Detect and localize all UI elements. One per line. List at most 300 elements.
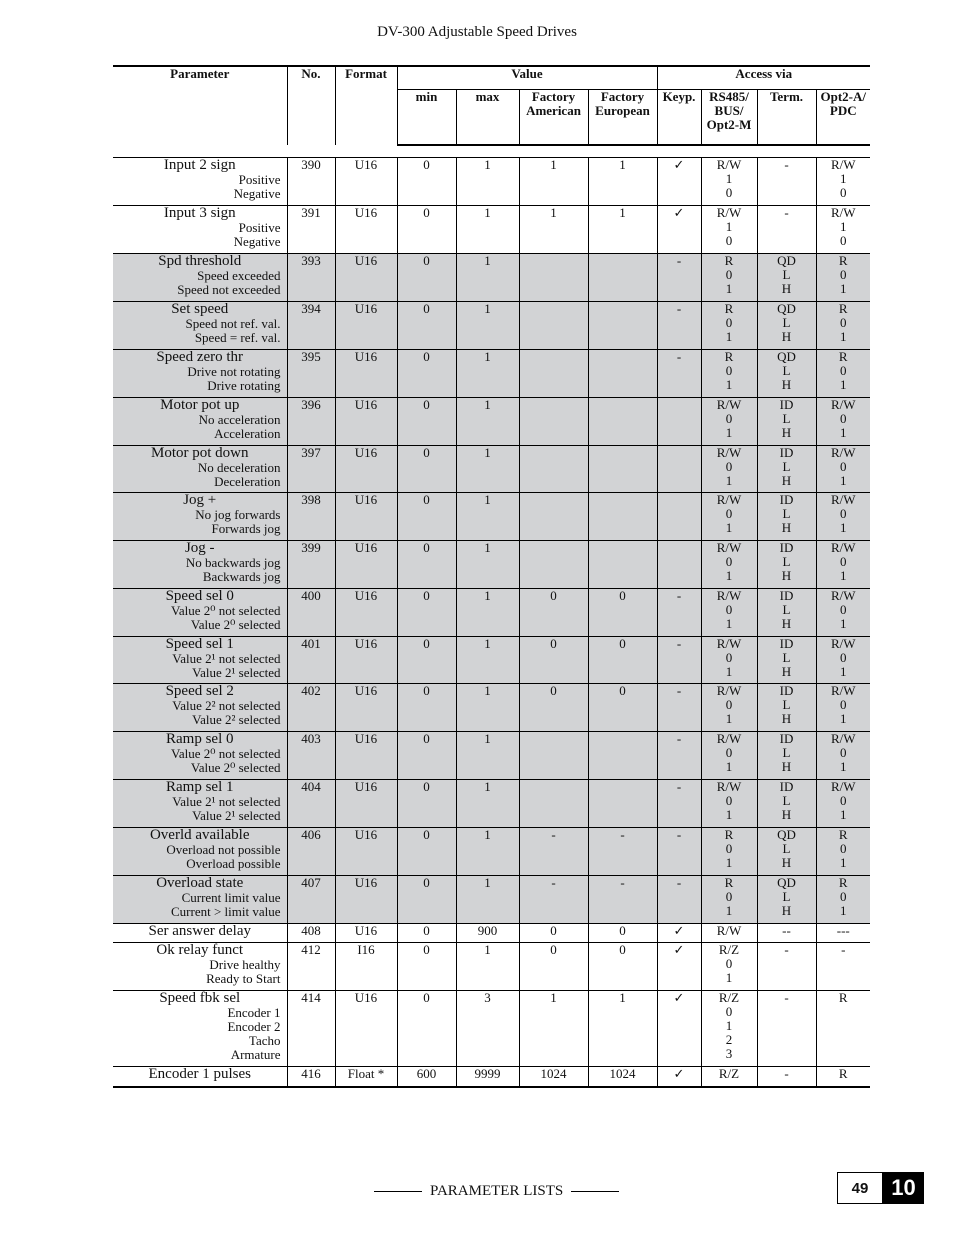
factory-american-cell: 0	[519, 684, 588, 732]
terminal-access-cell	[757, 991, 816, 1067]
access-code: L	[782, 267, 791, 282]
rs485-access-cell	[701, 350, 757, 398]
factory-european-cell: 1	[588, 206, 657, 254]
access-code: QD	[777, 253, 796, 268]
rs485-access-cell	[701, 446, 757, 493]
access-code: 0	[840, 793, 847, 808]
min-cell: 0	[397, 206, 456, 254]
factory-european-cell: 0	[588, 924, 657, 943]
access-code: 0	[725, 889, 733, 904]
access-code: R/W	[830, 492, 856, 507]
factory-american-cell	[519, 780, 588, 828]
parameter-value-option: Value 2¹ selected	[192, 808, 281, 823]
table-row	[113, 158, 870, 206]
access-code: 0	[840, 233, 847, 248]
access-code: H	[781, 425, 792, 440]
factory-american-cell: 1	[519, 206, 588, 254]
access-code: R/W	[716, 205, 742, 220]
parameter-value-option: Acceleration	[214, 426, 281, 441]
keypad-access-cell: -	[657, 876, 701, 924]
factory-european-cell	[588, 398, 657, 446]
access-code: 1	[840, 473, 847, 488]
terminal-access-cell	[757, 350, 816, 398]
access-code: ID	[779, 588, 794, 603]
parameter-cell	[113, 828, 287, 876]
rs485-access-cell	[701, 254, 757, 302]
parameter-name: Speed sel 1	[165, 636, 234, 652]
table-row	[113, 350, 870, 398]
factory-european-cell	[588, 732, 657, 780]
access-code: 0	[840, 315, 847, 330]
access-code: ID	[779, 731, 794, 746]
access-code: R	[724, 875, 734, 890]
rs485-access-cell	[701, 1067, 757, 1087]
access-code: 1	[840, 219, 847, 234]
number-cell: 396	[287, 398, 335, 446]
format-cell: U16	[335, 302, 397, 350]
opt2a-access-cell	[816, 637, 870, 684]
factory-european-cell	[588, 302, 657, 350]
access-code: R	[838, 349, 848, 364]
opt2a-access-cell	[816, 876, 870, 924]
max-cell: 1	[456, 158, 519, 206]
access-code: R/W	[716, 540, 742, 555]
format-cell: U16	[335, 732, 397, 780]
factory-american-cell	[519, 302, 588, 350]
footer-rule-right	[571, 1191, 619, 1192]
number-cell: 393	[287, 254, 335, 302]
access-code: 0	[725, 602, 733, 617]
parameter-name: Spd threshold	[158, 253, 242, 269]
parameter-value-option: Value 2⁰ selected	[190, 760, 281, 775]
access-code: H	[781, 520, 792, 535]
terminal-access-cell	[757, 637, 816, 684]
table-row	[113, 924, 870, 943]
access-code: 0	[725, 1004, 733, 1019]
min-cell: 0	[397, 780, 456, 828]
max-cell: 1	[456, 943, 519, 991]
access-code: 0	[725, 793, 733, 808]
access-code: 1	[840, 425, 847, 440]
access-code: 0	[840, 697, 847, 712]
max-cell: 3	[456, 991, 519, 1067]
parameter-value-option: No deceleration	[197, 460, 281, 475]
parameter-value-option: Value 2¹ not selected	[172, 794, 281, 809]
opt2a-access-cell	[816, 541, 870, 589]
header-rs485: RS485/ BUS/ Opt2-M	[701, 90, 757, 146]
access-code: ID	[779, 492, 794, 507]
factory-european-cell: 0	[588, 943, 657, 991]
max-cell: 9999	[456, 1067, 519, 1087]
parameter-cell	[113, 302, 287, 350]
rs485-access-cell	[701, 684, 757, 732]
table-row	[113, 206, 870, 254]
terminal-access-cell	[757, 302, 816, 350]
parameter-value-option: Current limit value	[181, 890, 281, 905]
access-code: 0	[840, 650, 847, 665]
access-code: R/W	[716, 445, 742, 460]
access-code: R/W	[830, 588, 856, 603]
access-code: 0	[840, 363, 847, 378]
parameter-value-option: No jog forwards	[195, 507, 281, 522]
factory-european-cell	[588, 780, 657, 828]
access-code: --	[782, 923, 791, 938]
access-code: L	[782, 793, 791, 808]
access-code: 1	[725, 855, 733, 870]
number-cell: 416	[287, 1067, 335, 1087]
access-code: L	[782, 459, 791, 474]
terminal-access-cell	[757, 780, 816, 828]
access-code: 0	[840, 411, 847, 426]
parameter-cell	[113, 446, 287, 493]
terminal-access-cell	[757, 828, 816, 876]
access-code: L	[782, 602, 791, 617]
table-row	[113, 828, 870, 876]
max-cell: 1	[456, 589, 519, 637]
access-code: R	[724, 301, 734, 316]
parameter-cell	[113, 876, 287, 924]
keypad-access-cell: ✓	[657, 943, 701, 991]
keypad-access-cell: ✓	[657, 206, 701, 254]
parameter-cell	[113, 943, 287, 991]
factory-american-cell: 1	[519, 158, 588, 206]
access-code: 0	[840, 889, 847, 904]
max-cell: 1	[456, 876, 519, 924]
parameter-value-option: Tacho	[248, 1033, 281, 1048]
parameter-value-option: Value 2² selected	[192, 712, 281, 727]
format-cell: U16	[335, 637, 397, 684]
access-code: 1	[840, 616, 847, 631]
access-code: 0	[725, 841, 733, 856]
parameter-value-option: Backwards jog	[202, 569, 281, 584]
access-code: 1	[840, 281, 847, 296]
header-factory-european: Factory European	[588, 90, 657, 146]
access-code: 0	[840, 506, 847, 521]
parameter-value-option: Negative	[233, 186, 281, 201]
min-cell: 0	[397, 398, 456, 446]
access-code: 0	[840, 185, 847, 200]
access-code: 0	[725, 411, 733, 426]
format-cell: I16	[335, 943, 397, 991]
opt2a-access-cell	[816, 924, 870, 943]
access-code: L	[782, 889, 791, 904]
opt2a-access-cell	[816, 254, 870, 302]
factory-american-cell	[519, 398, 588, 446]
parameter-cell	[113, 158, 287, 206]
access-code: 1	[725, 377, 733, 392]
opt2a-access-cell	[816, 446, 870, 493]
terminal-access-cell	[757, 589, 816, 637]
access-code: 1	[725, 1018, 733, 1033]
min-cell: 0	[397, 589, 456, 637]
header-min: min	[397, 90, 456, 146]
opt2a-access-cell	[816, 1067, 870, 1087]
parameter-value-option: Ready to Start	[206, 971, 281, 986]
table-row	[113, 589, 870, 637]
number-cell: 395	[287, 350, 335, 398]
factory-european-cell: 0	[588, 637, 657, 684]
parameter-name: Set speed	[171, 301, 229, 317]
parameter-name: Motor pot down	[151, 445, 249, 461]
format-cell: U16	[335, 684, 397, 732]
header-term: Term.	[757, 90, 816, 146]
rs485-access-cell	[701, 302, 757, 350]
access-code: R/W	[830, 445, 856, 460]
access-code: ID	[779, 636, 794, 651]
parameter-name: Overload state	[156, 875, 244, 891]
table-row	[113, 637, 870, 684]
parameter-name: Input 2 sign	[163, 157, 236, 173]
factory-european-cell: 0	[588, 684, 657, 732]
access-code: R/W	[830, 731, 856, 746]
parameter-cell	[113, 924, 287, 943]
access-code: 1	[725, 281, 733, 296]
access-code: ID	[779, 397, 794, 412]
format-cell: U16	[335, 350, 397, 398]
access-code: 2	[725, 1032, 733, 1047]
access-code: R/W	[716, 157, 742, 172]
rs485-access-cell	[701, 732, 757, 780]
access-code: 1	[725, 568, 733, 583]
opt2a-access-cell	[816, 780, 870, 828]
parameter-table	[113, 65, 870, 1088]
access-code: R	[838, 875, 848, 890]
parameter-value-option: Positive	[238, 220, 281, 235]
table-row	[113, 302, 870, 350]
factory-american-cell: 0	[519, 589, 588, 637]
keypad-access-cell	[657, 541, 701, 589]
parameter-cell	[113, 780, 287, 828]
keypad-access-cell	[657, 493, 701, 541]
keypad-access-cell: ✓	[657, 1067, 701, 1087]
access-code: R/W	[830, 397, 856, 412]
access-code: 0	[840, 745, 847, 760]
min-cell: 0	[397, 158, 456, 206]
access-code: R	[838, 990, 848, 1005]
factory-european-cell: 0	[588, 589, 657, 637]
parameter-name: Ramp sel 0	[166, 731, 234, 747]
access-code: H	[781, 903, 792, 918]
access-code: 0	[725, 315, 733, 330]
number-cell: 401	[287, 637, 335, 684]
number-cell: 390	[287, 158, 335, 206]
keypad-access-cell: -	[657, 828, 701, 876]
access-code: 1	[840, 807, 847, 822]
access-code: R/W	[830, 157, 856, 172]
footer-rule-left	[374, 1191, 422, 1192]
factory-american-cell	[519, 541, 588, 589]
access-code: 1	[840, 855, 847, 870]
parameter-value-option: Drive healthy	[209, 957, 281, 972]
access-code: 1	[725, 616, 733, 631]
access-code: 1	[725, 970, 733, 985]
access-code: 0	[725, 267, 733, 282]
table-row	[113, 684, 870, 732]
access-code: 1	[840, 171, 847, 186]
opt2a-access-cell	[816, 350, 870, 398]
opt2a-access-cell	[816, 589, 870, 637]
format-cell: Float *	[335, 1067, 397, 1087]
access-code: 1	[840, 377, 847, 392]
keypad-access-cell	[657, 398, 701, 446]
format-cell: U16	[335, 828, 397, 876]
access-code: 1	[725, 711, 733, 726]
access-code: R/W	[830, 683, 856, 698]
format-cell: U16	[335, 254, 397, 302]
access-code: 1	[840, 568, 847, 583]
access-code: L	[782, 554, 791, 569]
access-code: 0	[840, 602, 847, 617]
max-cell: 1	[456, 446, 519, 493]
number-cell: 406	[287, 828, 335, 876]
parameter-value-option: Positive	[238, 172, 281, 187]
table-row	[113, 876, 870, 924]
parameter-cell	[113, 637, 287, 684]
table-row	[113, 254, 870, 302]
number-cell: 408	[287, 924, 335, 943]
access-code: QD	[777, 827, 796, 842]
keypad-access-cell: -	[657, 254, 701, 302]
footer-section-label: PARAMETER LISTS	[430, 1183, 564, 1199]
min-cell: 0	[397, 541, 456, 589]
opt2a-access-cell	[816, 302, 870, 350]
access-code: H	[781, 807, 792, 822]
access-code: H	[781, 759, 792, 774]
access-code: R/W	[716, 683, 742, 698]
access-code: 1	[725, 520, 733, 535]
access-code: 0	[840, 554, 847, 569]
number-cell: 399	[287, 541, 335, 589]
opt2a-access-cell	[816, 732, 870, 780]
header-factory-american: Factory American	[519, 90, 588, 146]
access-code: H	[781, 473, 792, 488]
access-code: R/W	[830, 779, 856, 794]
parameter-name: Ser answer delay	[148, 923, 251, 939]
format-cell: U16	[335, 876, 397, 924]
access-code: R	[724, 253, 734, 268]
max-cell: 900	[456, 924, 519, 943]
min-cell: 0	[397, 302, 456, 350]
access-code: 1	[725, 664, 733, 679]
format-cell: U16	[335, 158, 397, 206]
access-code: 0	[725, 459, 733, 474]
access-code: R	[838, 827, 848, 842]
header-keyp: Keyp.	[657, 90, 701, 146]
parameter-value-option: Speed exceeded	[197, 268, 281, 283]
min-cell: 0	[397, 446, 456, 493]
rs485-access-cell	[701, 637, 757, 684]
parameter-value-option: Drive not rotating	[187, 364, 281, 379]
access-code: R	[838, 253, 848, 268]
factory-american-cell	[519, 732, 588, 780]
parameter-cell	[113, 684, 287, 732]
keypad-access-cell: -	[657, 589, 701, 637]
access-code: ID	[779, 779, 794, 794]
parameter-name: Speed sel 2	[165, 683, 234, 699]
min-cell: 0	[397, 991, 456, 1067]
access-code: 0	[840, 267, 847, 282]
terminal-access-cell	[757, 158, 816, 206]
number-cell: 403	[287, 732, 335, 780]
max-cell: 1	[456, 350, 519, 398]
access-code: R/Z	[718, 1066, 740, 1081]
rs485-access-cell	[701, 876, 757, 924]
table-row	[113, 991, 870, 1067]
parameter-value-option: Drive rotating	[207, 378, 281, 393]
access-code: L	[782, 650, 791, 665]
access-code: R/W	[716, 397, 742, 412]
access-code: 0	[725, 506, 733, 521]
access-code: 0	[725, 233, 733, 248]
min-cell: 0	[397, 943, 456, 991]
max-cell: 1	[456, 780, 519, 828]
keypad-access-cell: ✓	[657, 991, 701, 1067]
max-cell: 1	[456, 493, 519, 541]
rs485-access-cell	[701, 780, 757, 828]
table-row	[113, 1067, 870, 1087]
access-code: H	[781, 664, 792, 679]
parameter-value-option: Negative	[233, 234, 281, 249]
parameter-value-option: Value 2⁰ not selected	[170, 603, 281, 618]
rs485-access-cell	[701, 541, 757, 589]
terminal-access-cell	[757, 206, 816, 254]
access-code: 0	[840, 841, 847, 856]
access-code: L	[782, 506, 791, 521]
keypad-access-cell: -	[657, 732, 701, 780]
parameter-value-option: Forwards jog	[211, 521, 281, 536]
access-code: L	[782, 315, 791, 330]
rs485-access-cell	[701, 589, 757, 637]
number-cell: 398	[287, 493, 335, 541]
parameter-value-option: Speed = ref. val.	[194, 330, 281, 345]
access-code: 1	[725, 425, 733, 440]
parameter-value-option: Current > limit value	[170, 904, 281, 919]
parameter-name: Jog -	[184, 540, 215, 556]
keypad-access-cell: ✓	[657, 924, 701, 943]
table-row	[113, 780, 870, 828]
access-code: -	[784, 205, 789, 220]
access-code: H	[781, 568, 792, 583]
min-cell: 0	[397, 637, 456, 684]
terminal-access-cell	[757, 254, 816, 302]
format-cell: U16	[335, 206, 397, 254]
format-cell: U16	[335, 991, 397, 1067]
parameter-name: Ramp sel 1	[166, 779, 234, 795]
access-code: QD	[777, 301, 796, 316]
rs485-access-cell	[701, 991, 757, 1067]
format-cell: U16	[335, 924, 397, 943]
parameter-value-option: Speed not ref. val.	[185, 316, 281, 331]
access-code: 1	[840, 759, 847, 774]
factory-european-cell: -	[588, 828, 657, 876]
factory-european-cell: -	[588, 876, 657, 924]
keypad-access-cell: -	[657, 684, 701, 732]
parameter-value-option: No acceleration	[198, 412, 281, 427]
factory-american-cell: 1	[519, 991, 588, 1067]
factory-european-cell: 1	[588, 991, 657, 1067]
parameter-value-option: Deceleration	[214, 474, 281, 489]
access-code: R/W	[716, 588, 742, 603]
access-code: 1	[840, 664, 847, 679]
min-cell: 0	[397, 732, 456, 780]
terminal-access-cell	[757, 732, 816, 780]
header-max: max	[456, 90, 519, 146]
parameter-value-option: Overload not possible	[166, 842, 281, 857]
access-code: -	[784, 1066, 789, 1081]
access-code: 0	[725, 697, 733, 712]
access-code: R/W	[716, 492, 742, 507]
page-number: 49	[837, 1172, 883, 1204]
